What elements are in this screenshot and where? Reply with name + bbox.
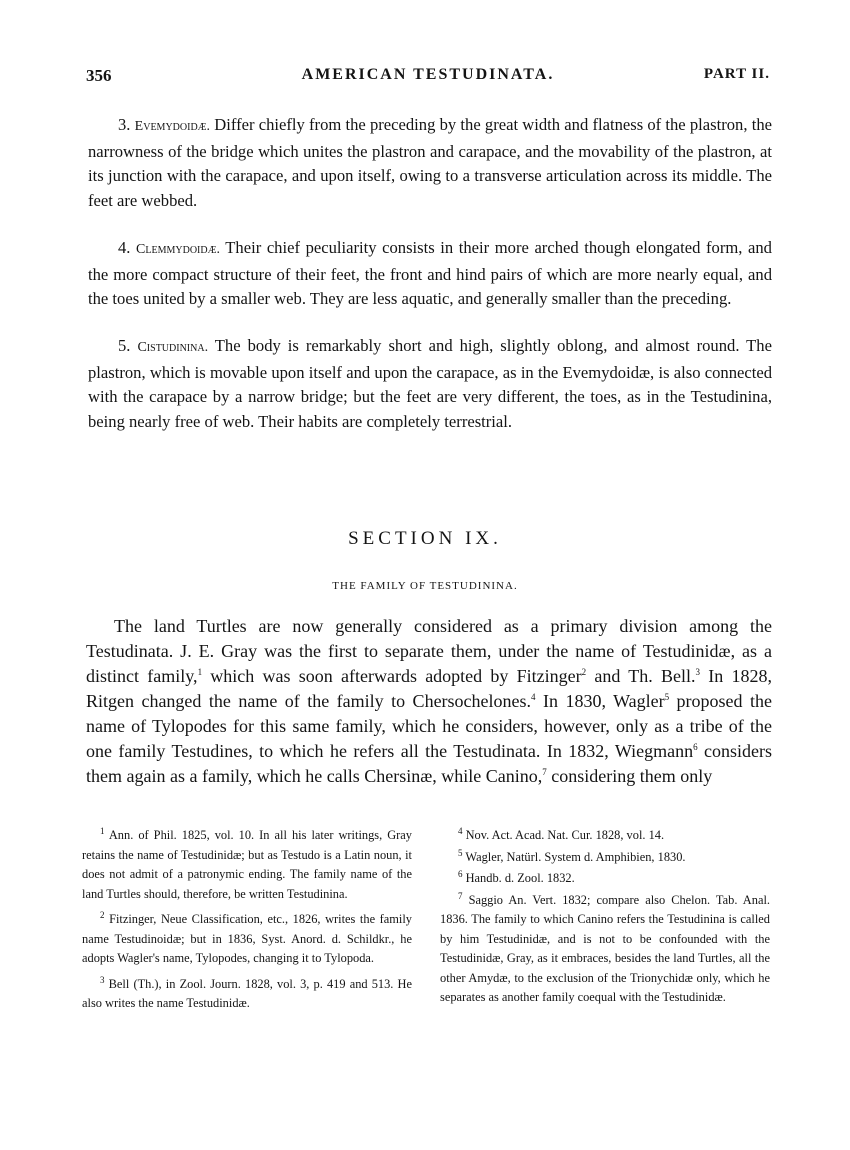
body-text: and Th. Bell. — [586, 666, 696, 686]
paragraph-text: The body is remarkably short and high, slightly oblong, and almost round. The plastron, which is movable upon itself and upon the carapace, as in the Evemydoidæ, is also connected with the carapace by a narrow bridge; but the feet are very different, the toes, as in the Testudinina, being nearly free of web. Their habits are completely terrestrial. — [88, 336, 772, 431]
body-paragraph — [86, 614, 772, 789]
running-header — [86, 66, 770, 92]
footnote-ref: 1 — [197, 667, 203, 677]
body-text: which was soon afterwards adopted by Fitzinger — [202, 666, 582, 686]
footnote-text: Bell (Th.), in Zool. Journ. 1828, vol. 3, p. 419 and 513. He also writes the name Testudinidæ. — [82, 976, 412, 1010]
body-text: In 1828, Ritgen changed the name of the family to Chersochelones. — [86, 666, 772, 711]
body-text: The land Turtles are now generally considered as a primary division among the Testudinata. J. E. Gray was the first to separate them, under the name of Testudinidæ, as a distinct family, — [86, 616, 772, 686]
paragraph-text: Their chief peculiarity consists in their more arched though elongated form, and the more compact structure of their feet, the front and hind pairs of which are more nearly equal, and the toes united by a smaller web. They are less aquatic, and generally smaller than the preceding. — [88, 238, 772, 308]
paragraph-evemydoidae — [88, 113, 772, 213]
body-text: proposed the name of Tylopodes for this same family, which he considers, however, only as a tribe of the one family Testudines, to which he refers all the Testudinata. In 1832, Wiegmann — [86, 691, 772, 761]
footnote — [440, 891, 770, 1008]
footnote-ref: 4 — [531, 692, 536, 702]
footnote-text: Ann. of Phil. 1825, vol. 10. In all his later writings, Gray retains the name of Testudinidæ; but as Testudo is a Latin noun, it does not admit of a patronymic ending. The family name of the land Turtles should, therefore, be written Testudinina. — [82, 828, 412, 901]
part-label: PART II. — [703, 66, 770, 82]
footnote — [440, 826, 770, 846]
footnote-ref: 7 — [542, 767, 547, 777]
body-text: considering them only — [546, 766, 713, 786]
footnote — [82, 975, 412, 1014]
footnotes-left-column — [82, 826, 412, 1020]
paragraph-number: 5. — [118, 336, 131, 355]
footnote-text: Fitzinger, Neue Classification, etc., 1826, writes the family name Testudinoidæ; but in 1836, Syst. Anord. d. Schildkr., he adopts Wagler's name, Tylopodes, changing it to Tylopoda. — [82, 912, 412, 965]
footnote-ref: 3 — [695, 667, 701, 677]
footnote-text: Handb. d. Zool. 1832. — [465, 871, 575, 885]
footnote-mark: 3 — [100, 974, 105, 985]
section-subtitle: THE FAMILY OF TESTUDININA. — [332, 580, 518, 592]
body-text: considers them again as a family, which he calls Chersinæ, while Canino, — [86, 741, 772, 786]
footnote-text: Saggio An. Vert. 1832; compare also Chelon. Tab. Anal. 1836. The family to which Canino refers the Testudinina is called by him Testudinidæ, and is not to be confounded with the Testudinidæ, Gray, as it embraces, besides the land Turtles, all the other Amydæ, to the exclusion of the Trionychidæ only, which he separates as another family coequal with the Testudinidæ. — [440, 892, 770, 1004]
footnote-mark: 7 — [458, 890, 463, 901]
page-number: 356 — [86, 66, 112, 85]
taxon-name: Clemmydoidæ. — [136, 242, 220, 257]
footnote-mark: 5 — [458, 847, 463, 858]
footnote-text: Wagler, Natürl. System d. Amphibien, 1830. — [465, 849, 686, 864]
section-title: SECTION IX. — [348, 528, 502, 549]
running-title: AMERICAN TESTUDINATA. — [301, 66, 555, 83]
footnotes-right-column — [440, 826, 770, 1014]
footnote-text: Nov. Act. Acad. Nat. Cur. 1828, vol. 14. — [465, 828, 665, 842]
body-text: In 1830, Wagler — [535, 691, 665, 711]
footnote-mark: 1 — [100, 825, 105, 836]
footnote-mark: 6 — [458, 868, 463, 879]
footnote-mark: 4 — [458, 825, 463, 836]
footnote-ref: 6 — [693, 742, 698, 752]
footnote — [440, 869, 770, 889]
paragraph-number: 4. — [118, 238, 131, 257]
footnote-ref: 2 — [581, 667, 587, 677]
footnote — [82, 826, 412, 904]
footnote — [82, 910, 412, 969]
footnote-ref: 5 — [664, 692, 670, 702]
footnote-mark: 2 — [100, 909, 105, 920]
footnote — [440, 848, 770, 868]
taxon-name: Cistudinina. — [137, 340, 209, 355]
paragraph-clemmydoidae — [88, 236, 772, 312]
paragraph-text: Differ chiefly from the preceding by the great width and flatness of the plastron, the narrowness of the bridge which unites the plastron and carapace, and the movability of the plastron, at its junction with the carapace, and upon itself, owing to a transverse articulation across its middle. The feet are webbed. — [88, 115, 772, 210]
taxon-name: Evemydoidæ. — [134, 119, 211, 134]
paragraph-number: 3. — [118, 115, 131, 134]
paragraph-cistudinina — [88, 334, 772, 434]
